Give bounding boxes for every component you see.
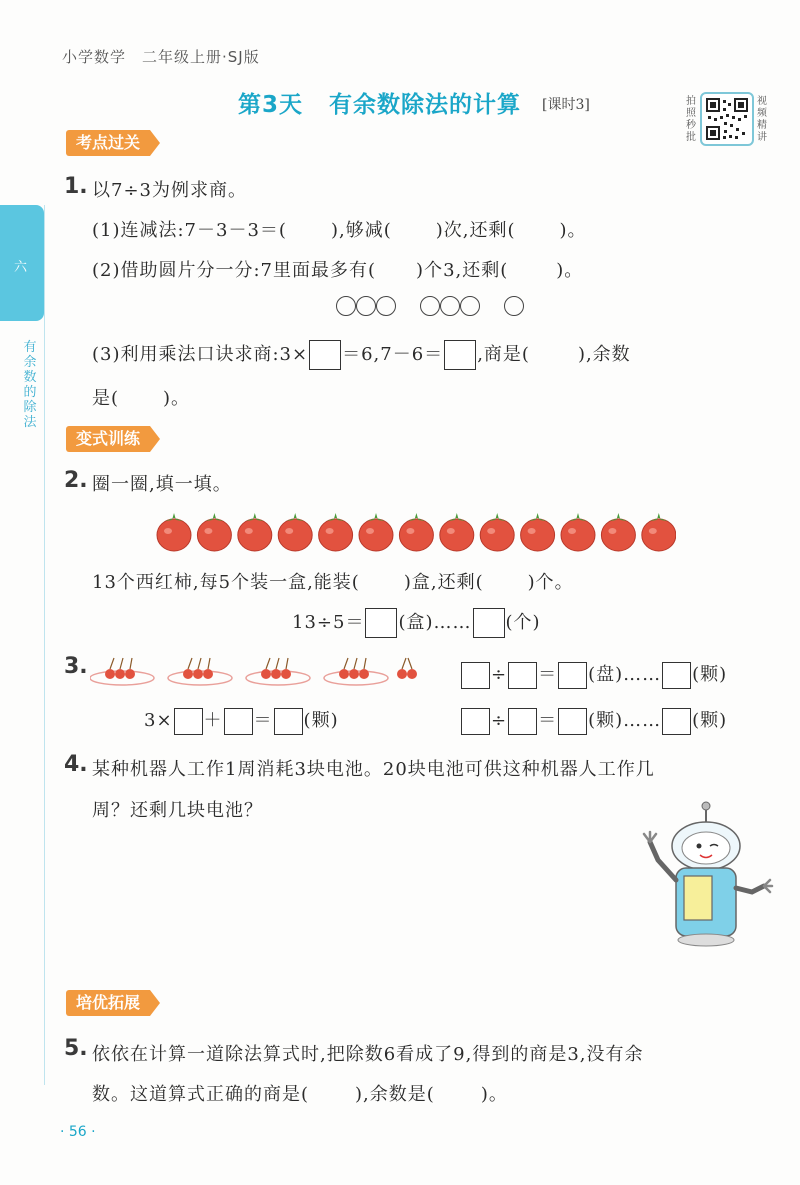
answer-box[interactable] [224, 708, 253, 735]
tomato-icon[interactable] [642, 513, 676, 551]
q4-line-2: 周？还剩几块电池？ [92, 800, 263, 821]
qr-label-left: 拍照秒批 [686, 96, 696, 143]
question-number-2: 2. [64, 468, 88, 493]
circle-piece [336, 296, 356, 316]
plate-of-cherries [168, 658, 232, 685]
lesson-title: 有余数除法的计算 [329, 92, 522, 118]
answer-box[interactable] [461, 662, 490, 689]
section-tag-1: 考点过关 [66, 130, 150, 156]
q4-line-1: 某种机器人工作1周消耗3块电池。20块电池可供这种机器人工作几 [92, 759, 655, 780]
tomato-icon[interactable] [157, 513, 191, 551]
plate-of-cherries [90, 658, 154, 685]
page-title [238, 86, 521, 119]
tomato-icon[interactable] [480, 513, 514, 551]
robot-illustration [636, 800, 776, 950]
chapter-number: 六 [14, 260, 28, 275]
answer-box[interactable] [473, 608, 505, 638]
lesson-tag: [课时3] [542, 97, 590, 113]
tomato-row[interactable] [156, 510, 676, 554]
tomato-icon[interactable] [561, 513, 595, 551]
tomato-icon[interactable] [521, 513, 555, 551]
answer-box[interactable] [662, 662, 691, 689]
question-number-3: 3. [64, 654, 88, 679]
q1-part2: (2)借助圆片分一分:7里面最多有( )个3,还剩( )。 [92, 260, 584, 281]
circle-piece [376, 296, 396, 316]
answer-box[interactable] [274, 708, 303, 735]
answer-box[interactable] [444, 340, 476, 370]
tomato-icon[interactable] [197, 513, 231, 551]
answer-box[interactable] [309, 340, 341, 370]
answer-box[interactable] [662, 708, 691, 735]
circle-piece [504, 296, 524, 316]
question-number-1: 1. [64, 174, 88, 199]
circle-piece [440, 296, 460, 316]
q2-equation: 13÷5＝ (盒)…… (个) [292, 608, 541, 638]
q1-part3-cont: 是( )。 [92, 388, 191, 409]
qr-code[interactable] [700, 92, 754, 146]
answer-box[interactable] [558, 662, 587, 689]
tomato-icon[interactable] [440, 513, 474, 551]
answer-box[interactable] [461, 708, 490, 735]
tomato-icon[interactable] [278, 513, 312, 551]
qr-label-right: 视频精讲 [757, 96, 767, 143]
q1-part3: (3)利用乘法口诀求商:3× ＝6,7－6＝ ,商是( ),余数 [92, 340, 631, 370]
cherry-plates [90, 654, 440, 690]
q3-multiplication: 3× ＋ ＝ (颗) [144, 706, 339, 735]
book-title: 小学数学 二年级上册·SJ版 [62, 48, 260, 66]
circle-piece [356, 296, 376, 316]
answer-box[interactable] [508, 662, 537, 689]
q1-part1: (1)连减法:7－3－3＝( ),够减( )次,还剩( )。 [92, 220, 587, 241]
plate-of-cherries [246, 658, 310, 685]
q3-equation-2: ÷ ＝ (颗)…… (颗) [460, 706, 727, 735]
q1-stem: 以7÷3为例求商。 [92, 180, 247, 201]
plate-of-cherries [324, 658, 388, 685]
question-number-5: 5. [64, 1036, 88, 1061]
side-divider [44, 205, 45, 1085]
question-number-4: 4. [64, 752, 88, 777]
answer-box[interactable] [508, 708, 537, 735]
day-label: 第3天 [238, 92, 304, 118]
circle-piece [420, 296, 440, 316]
tomato-icon[interactable] [238, 513, 272, 551]
section-tag-3: 培优拓展 [66, 990, 150, 1016]
tomato-icon[interactable] [601, 513, 635, 551]
answer-box[interactable] [365, 608, 397, 638]
tomato-icon[interactable] [359, 513, 393, 551]
section-tag-2: 变式训练 [66, 426, 150, 452]
q1-circles [336, 296, 524, 320]
q5-line-1: 依依在计算一道除法算式时,把除数6看成了9,得到的商是3,没有余 [92, 1044, 644, 1065]
circle-piece [460, 296, 480, 316]
tomato-icon[interactable] [319, 513, 353, 551]
q3-equation-1: ÷ ＝ (盘)…… (颗) [460, 660, 727, 689]
chapter-title: 有余数的除法 [23, 340, 37, 430]
q2-stem: 圈一圈,填一填。 [92, 474, 232, 495]
qr-code-icon [702, 94, 752, 144]
page-number: · 56 · [60, 1124, 96, 1140]
loose-cherries [397, 658, 417, 679]
tomato-icon[interactable] [399, 513, 433, 551]
answer-box[interactable] [174, 708, 203, 735]
answer-box[interactable] [558, 708, 587, 735]
q5-line-2: 数。这道算式正确的商是( ),余数是( )。 [92, 1084, 508, 1105]
q2-line: 13个西红柿,每5个装一盒,能装( )盒,还剩( )个。 [92, 572, 574, 593]
